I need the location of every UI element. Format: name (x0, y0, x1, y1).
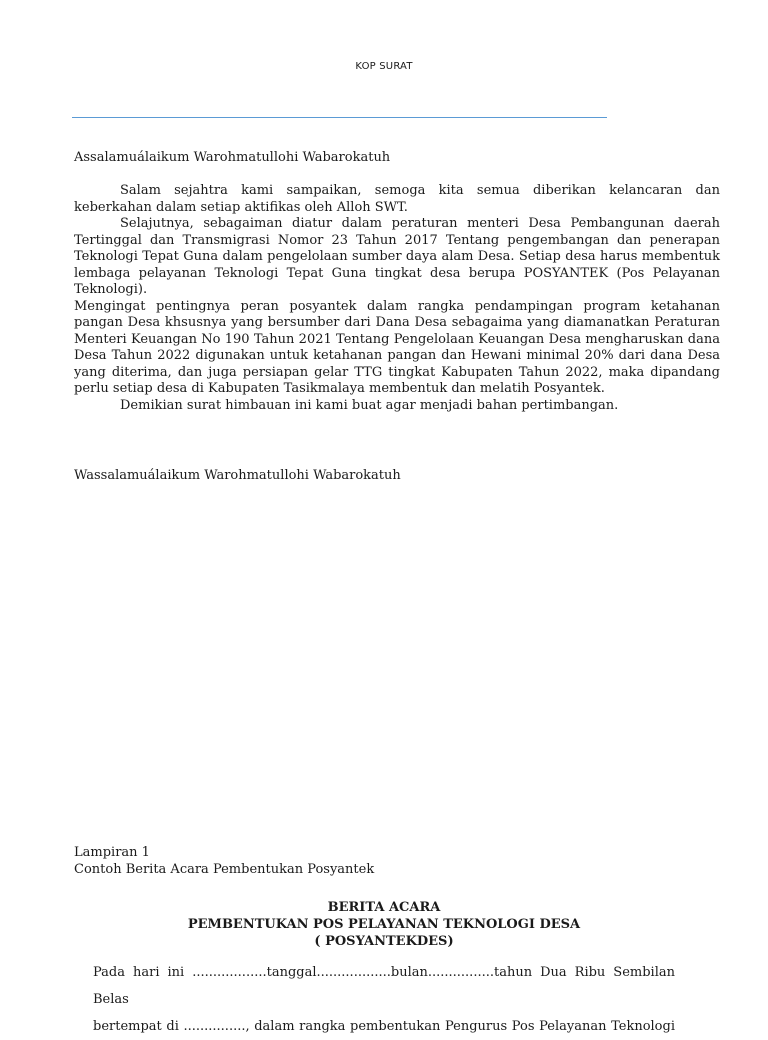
letter-body (74, 183, 720, 414)
paragraph-demikian: Demikian surat himbauan ini kami buat agar menjadi bahan pertimbangan. (120, 397, 619, 413)
salam-pembuka: Assalamuálaikum Warohmatullohi Wabarokatuh (74, 150, 391, 165)
salam-penutup: Wassalamuálaikum Warohmatullohi Wabarokatuh (74, 468, 401, 483)
paragraph-peraturan-menteri: Selajutnya, sebagaiman diatur dalam peraturan menteri Desa Pembangunan daerah Tertinggal dan Transmigrasi Nomor 23 Tahun 2017 Tentang pengembangan dan penerapan Teknologi Tepat Guna dalam pengelolaan sumber daya alam Desa. Setiap desa harus membentuk lembaga pelayanan Teknologi Tepat Guna tingkat desa berupa POSYANTEK (Pos Pelayanan Teknologi). (74, 216, 720, 297)
berita-acara-title: BERITA ACARA (327, 900, 441, 915)
berita-acara-subtitle: PEMBENTUKAN POS PELAYANAN TEKNOLOGI DESA (187, 917, 581, 932)
paragraph-mengingat: Mengingat pentingnya peran posyantek dalam rangka pendampingan program ketahanan pangan Desa khsusnya yang bersumber dari Dana Desa sebagaima yang diamanatkan Peraturan Menteri Keuangan No 190 Tahun 2021 Tentang Pengelolaan Keuangan Desa mengharuskan dana Desa Tahun 2022 digunakan untuk ketahanan pangan dan Hewani minimal 20% dari dana Desa yang diterima, dan juga persiapan gelar TTG tingkat Kabupaten Tahun 2022, maka dipandang perlu setiap desa di Kabupaten Tasikmalaya membentuk dan melatih Posyantek. (74, 298, 720, 396)
berita-acara-abbrev: ( POSYANTEKDES) (314, 934, 454, 949)
berita-acara-line-2: bertempat di ..............., dalam rangka pembentukan Pengurus Pos Pelayanan Teknologi (93, 1019, 675, 1034)
lampiran-title: Contoh Berita Acara Pembentukan Posyantek (74, 861, 375, 877)
paragraph-salam-sejahtra: Salam sejahtra kami sampaikan, semoga kita semua diberikan kelancaran dan keberkahan dalam setiap aktifikas oleh Alloh SWT. (74, 183, 720, 215)
berita-acara-body (93, 959, 675, 1040)
lampiran-label: Lampiran 1 (74, 845, 150, 860)
kop-surat: KOP SURAT (355, 61, 413, 72)
berita-acara-line-1: Pada hari ini ..................tanggal..................bulan................tahun Dua Ribu Sembilan Belas (93, 965, 675, 1007)
kop-divider-line (72, 117, 607, 118)
lampiran-block (74, 845, 720, 878)
